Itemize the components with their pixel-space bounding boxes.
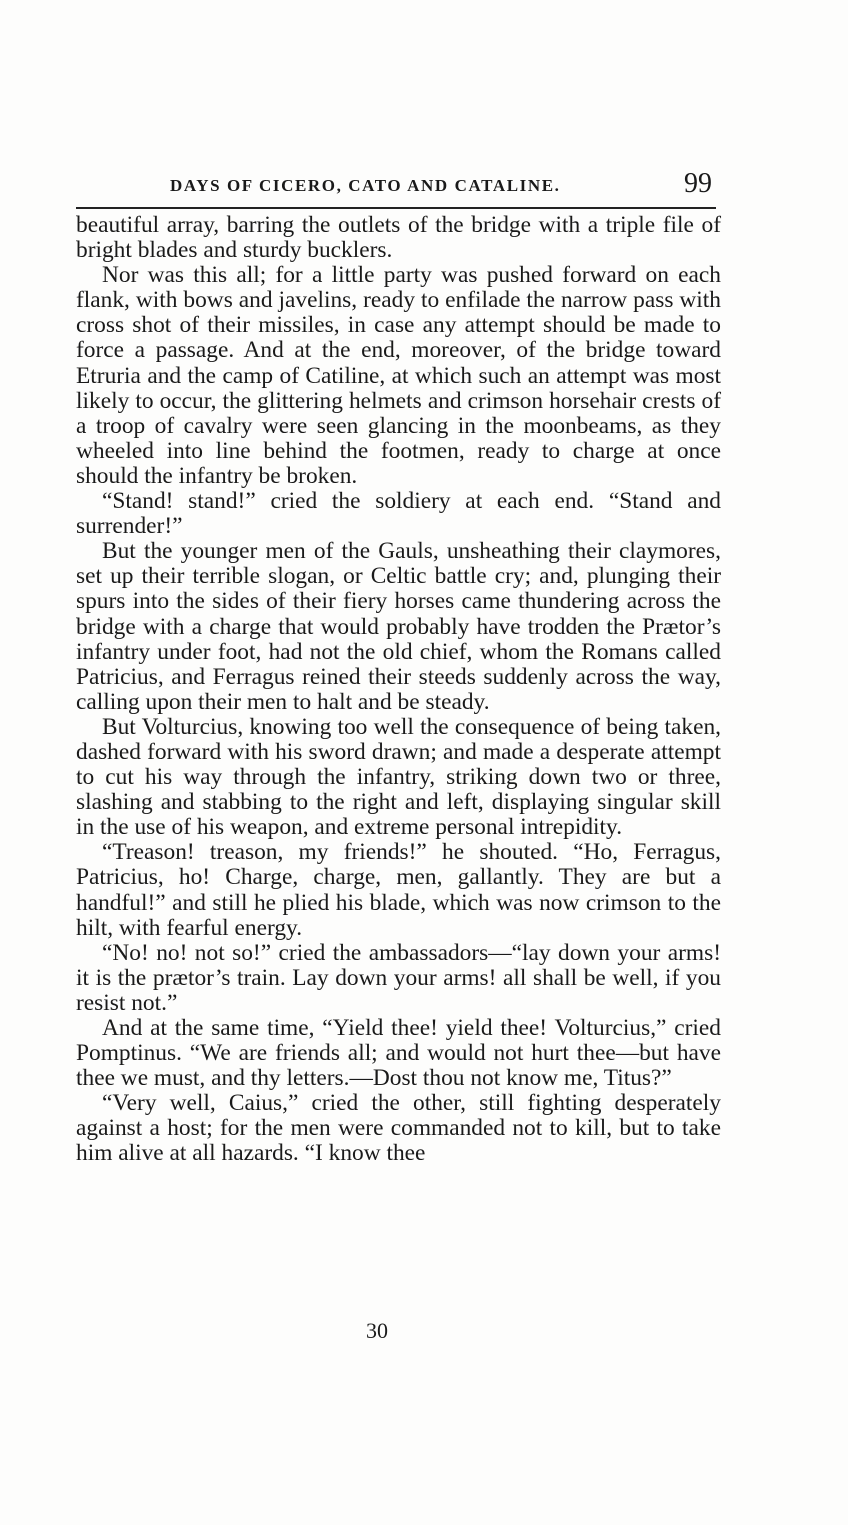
paragraph: “Very well, Caius,” cried the other, still fighting desperately against a host; for the men were commanded not to kill, but to take him alive at all hazards. “I know thee: [76, 1090, 721, 1167]
signature-mark: 30: [366, 1318, 388, 1343]
paragraph: Nor was this all; for a little party was pushed forward on each flank, with bows and javelins, ready to enfilade the narrow pass with cross shot of their missiles, in case any attempt should be made to force a passage. And at the end, moreover, of the bridge toward Etruria and the camp of Catiline, at which such an attempt was most likely to occur, the glittering helmets and crimson horsehair crests of a troop of cavalry were seen glancing in the moonbeams, as they wheeled into line behind the footmen, ready to charge at once should the infantry be broken.: [76, 262, 721, 489]
paragraph: “No! no! not so!” cried the ambassadors—“lay down your arms! it is the prætor’s train. Lay down your arms! all shall be well, if you resist not.”: [76, 939, 721, 1016]
paragraph: And at the same time, “Yield thee! yield thee! Volturcius,” cried Pomptinus. “We are friends all; and would not hurt thee—but have thee we must, and thy letters.—Dost thou not know me, Titus?”: [76, 1015, 721, 1092]
paragraph: “Treason! treason, my friends!” he shouted. “Ho, Ferragus, Patricius, ho! Charge, charge, men, gallantly. They are but a handful!” and still he plied his blade, which was now crimson to the hilt, with fearful energy.: [76, 839, 721, 941]
page-number: 99: [684, 168, 712, 199]
paragraph: But the younger men of the Gauls, unsheathing their claymores, set up their terrible slogan, or Celtic battle cry; and, plunging their spurs into the sides of their fiery horses came thundering across the bridge with a charge that would probably have trodden the Prætor’s infantry under foot, had not the old chief, whom the Romans called Patricius, and Ferragus reined their steeds suddenly across the way, calling upon their men to halt and be steady.: [76, 538, 721, 715]
paragraph: “Stand! stand!” cried the soldiery at each end. “Stand and surrender!”: [76, 488, 721, 540]
body-text: [76, 213, 721, 1167]
paragraph: But Volturcius, knowing too well the consequence of being taken, dashed forward with his sword drawn; and made a desperate attempt to cut his way through the infantry, striking down two or three, slashing and stabbing to the right and left, displaying singular skill in the use of his weapon, and extreme personal intrepidity.: [76, 713, 721, 841]
running-title: DAYS OF CICERO, CATO AND CATALINE.: [170, 176, 561, 195]
running-head: [76, 168, 724, 204]
paragraph: beautiful array, barring the outlets of the bridge with a triple file of bright blades and sturdy bucklers.: [76, 212, 721, 264]
header-rule: [76, 207, 716, 209]
